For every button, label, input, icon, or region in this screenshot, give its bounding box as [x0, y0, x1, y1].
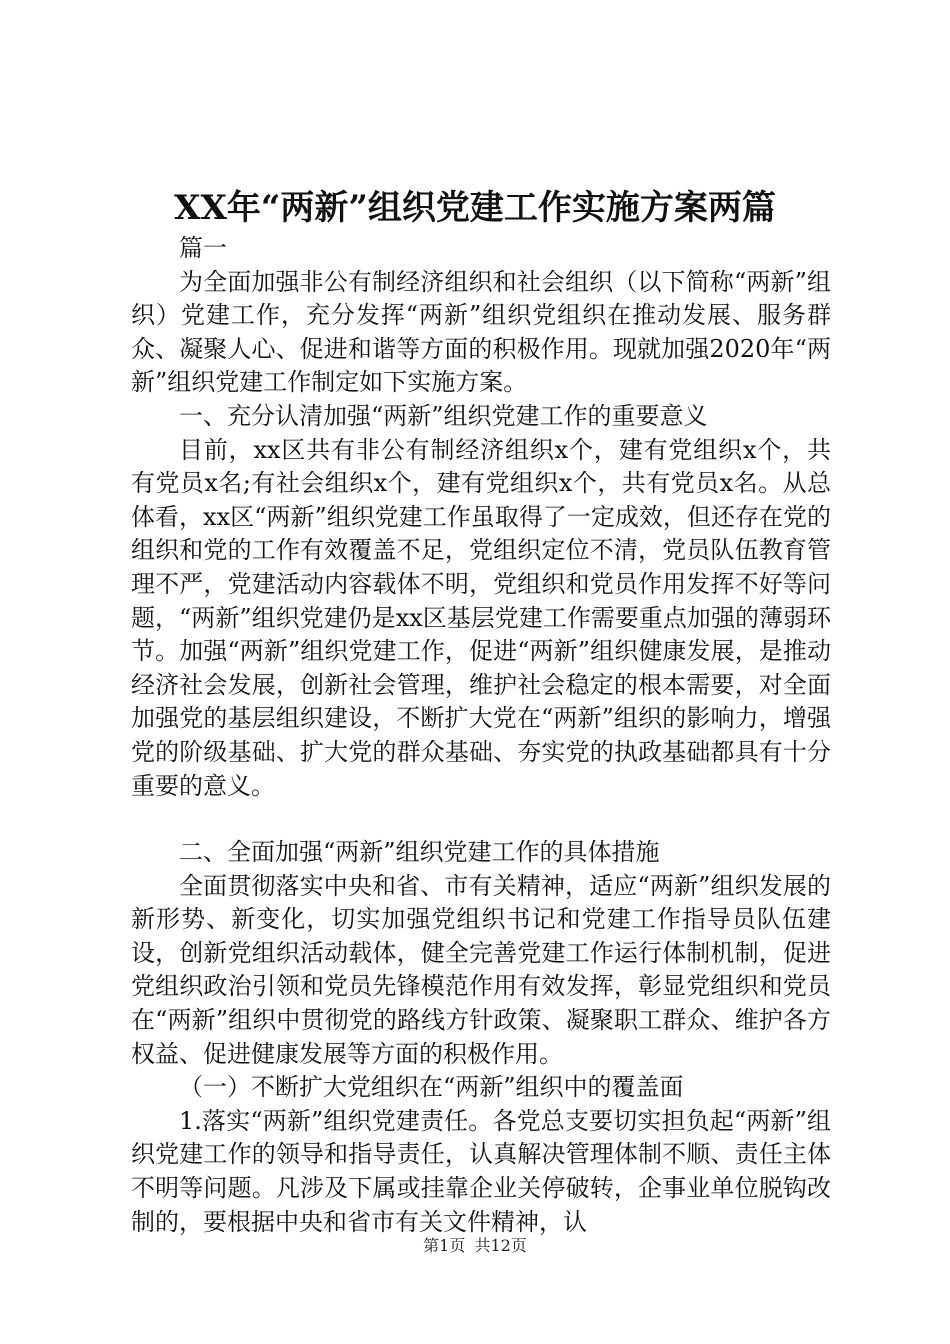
page-number: 第1页	[423, 1236, 466, 1255]
body-paragraph: 全面贯彻落实中央和省、市有关精神，适应“两新”组织发展的新形势、新变化，切实加强党组织书记和党建工作指导员队伍建设，创新党组织活动载体，健全完善党建工作运行体制机制，促进党组织政治引领和党员先锋模范作用有效发挥，彰显党组织和党员在“两新”组织中贯彻党的路线方针政策、凝聚职工群众、维护各方权益、促进健康发展等方面的积极作用。	[131, 871, 831, 1068]
page-total: 共12页	[474, 1236, 527, 1255]
document-title: XX年“两新”组织党建工作实施方案两篇	[174, 188, 776, 228]
body-paragraph: 为全面加强非公有制经济组织和社会组织（以下简称“两新”组织）党建工作，充分发挥“两新”组织党组织在推动发展、服务群众、凝聚人心、促进和谐等方面的积极作用。现就加强2020年“两新”组织党建工作制定如下实施方案。	[131, 267, 831, 397]
section-label: 篇一	[179, 234, 227, 262]
page-footer	[0, 1235, 950, 1257]
subsection-heading: （一）不断扩大党组织在“两新”组织中的覆盖面	[179, 1073, 684, 1102]
section-heading: 一、充分认清加强“两新”组织党建工作的重要意义	[179, 401, 708, 430]
body-paragraph: 目前，xx区共有非公有制经济组织x个，建有党组织x个，共有党员x名;有社会组织x个，建有党组织x个，共有党员x名。从总体看，xx区“两新”组织党建工作虽取得了一定成效，但还存在党的组织和党的工作有效覆盖不足，党组织定位不清，党员队伍教育管理不严，党建活动内容载体不明，党组织和党员作用发挥不好等问题，“两新”组织党建仍是xx区基层党建工作需要重点加强的薄弱环节。加强“两新”组织党建工作，促进“两新”组织健康发展，是推动经济社会发展，创新社会管理，维护社会稳定的根本需要，对全面加强党的基层组织建设，不断扩大党在“两新”组织的影响力，增强党的阶级基础、扩大党的群众基础、夯实党的执政基础都具有十分重要的意义。	[131, 435, 831, 800]
section-heading: 二、全面加强“两新”组织党建工作的具体措施	[179, 838, 660, 867]
document-body	[131, 232, 831, 1239]
body-paragraph: 1.落实“两新”组织党建责任。各党总支要切实担负起“两新”组织党建工作的领导和指导责任，认真解决管理体制不顺、责任主体不明等问题。凡涉及下属或挂靠企业关停破转，企事业单位脱钩改制的，要根据中央和省市有关文件精神，认	[131, 1106, 831, 1236]
